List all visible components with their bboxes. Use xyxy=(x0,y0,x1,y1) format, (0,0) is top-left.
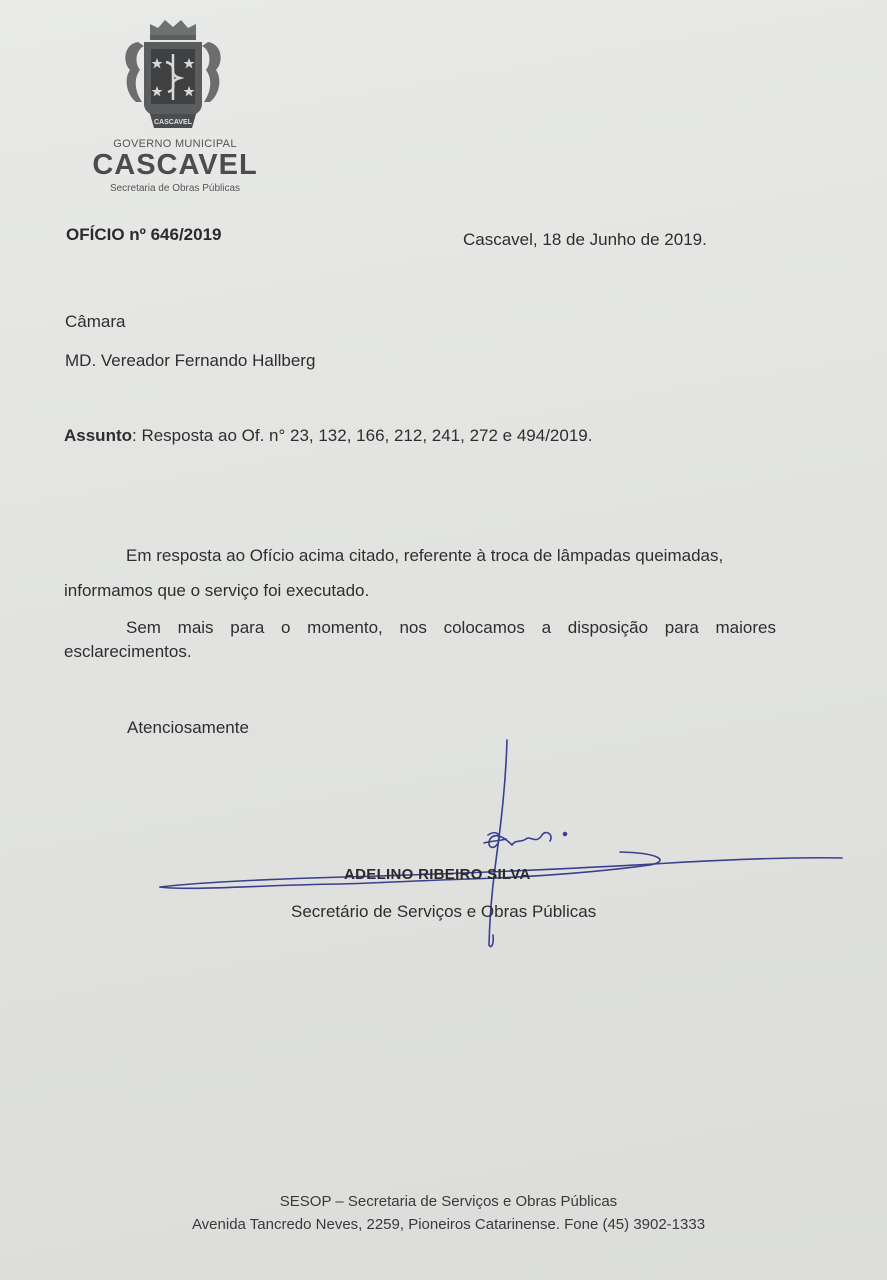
svg-text:CASCAVEL: CASCAVEL xyxy=(154,119,192,126)
recipient-name: MD. Vereador Fernando Hallberg xyxy=(65,351,316,370)
secretariat-label: Secretaria de Obras Públicas xyxy=(109,183,241,194)
footer-department: SESOP – Secretaria de Serviços e Obras Públicas xyxy=(279,1193,618,1210)
subject-line xyxy=(64,426,592,446)
footer-address: Avenida Tancredo Neves, 2259, Pioneiros Catarinense. Fone (45) 3902-1333 xyxy=(191,1216,706,1233)
government-label: GOVERNO MUNICIPAL xyxy=(113,138,237,150)
signer-name: ADELINO RIBEIRO SILVA xyxy=(344,866,531,883)
letter-date: Cascavel, 18 de Junho de 2019. xyxy=(463,230,707,249)
city-name: CASCAVEL xyxy=(92,149,258,181)
municipal-logo xyxy=(90,18,260,198)
body-paragraph: Sem mais para o momento, nos colocamos a disposição para maiores esclarecimentos. xyxy=(64,618,776,661)
recipient: Câmara xyxy=(65,312,126,331)
body-paragraph: Em resposta ao Ofício acima citado, referente à troca de lâmpadas queimadas, informamos que o serviço foi executado. xyxy=(64,546,724,600)
handwritten-signature xyxy=(150,735,850,955)
coat-of-arms-icon xyxy=(120,18,226,136)
letter-number: OFÍCIO nº 646/2019 xyxy=(66,225,222,244)
subject-label: Assunto xyxy=(64,426,132,445)
closing: Atenciosamente xyxy=(127,718,249,737)
subject-text: : Resposta ao Of. n° 23, 132, 166, 212, 241, 272 e 494/2019. xyxy=(132,426,593,445)
signer-title: Secretário de Serviços e Obras Públicas xyxy=(291,902,597,921)
